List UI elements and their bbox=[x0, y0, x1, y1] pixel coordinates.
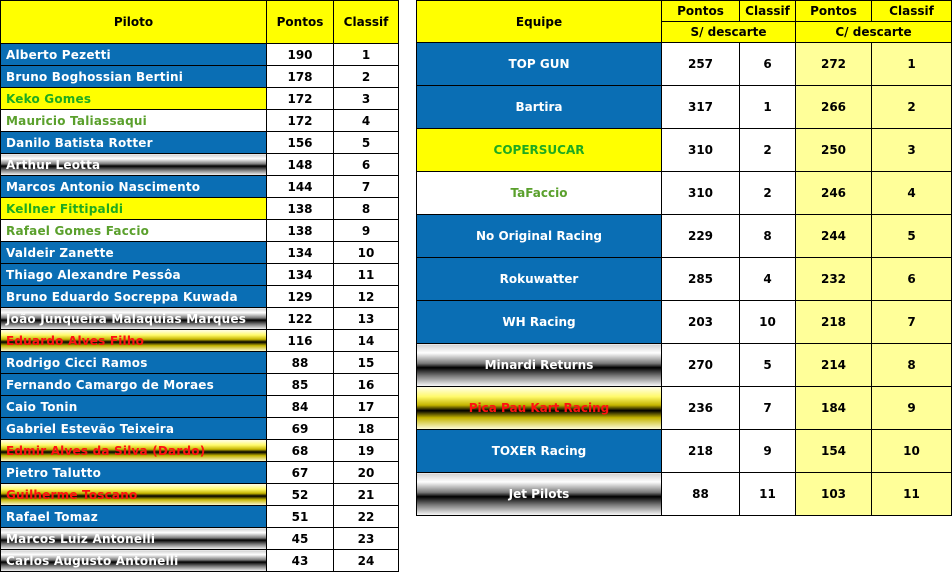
driver-row bbox=[1, 66, 399, 88]
driver-classif: 13 bbox=[334, 308, 399, 330]
driver-row bbox=[1, 176, 399, 198]
driver-classif: 19 bbox=[334, 440, 399, 462]
team-classif-com-descarte: 1 bbox=[872, 43, 952, 86]
driver-row bbox=[1, 308, 399, 330]
driver-row bbox=[1, 88, 399, 110]
team-row bbox=[417, 387, 952, 430]
team-pontos-com-descarte: 218 bbox=[796, 301, 872, 344]
driver-name: Kellner Fittipaldi bbox=[1, 198, 267, 220]
header-classif-com-descarte: Classif bbox=[872, 1, 952, 22]
driver-classif: 4 bbox=[334, 110, 399, 132]
team-pontos-com-descarte: 250 bbox=[796, 129, 872, 172]
driver-pontos: 68 bbox=[267, 440, 334, 462]
team-classif-sem-descarte: 5 bbox=[740, 344, 796, 387]
team-classif-sem-descarte: 6 bbox=[740, 43, 796, 86]
driver-row bbox=[1, 396, 399, 418]
driver-classif: 18 bbox=[334, 418, 399, 440]
team-pontos-sem-descarte: 88 bbox=[662, 473, 740, 516]
team-classif-sem-descarte: 4 bbox=[740, 258, 796, 301]
drivers-header-row bbox=[1, 1, 399, 44]
driver-pontos: 134 bbox=[267, 242, 334, 264]
driver-classif: 17 bbox=[334, 396, 399, 418]
driver-name: Arthur Leotta bbox=[1, 154, 267, 176]
driver-name: Guilherme Toscano bbox=[1, 484, 267, 506]
driver-row bbox=[1, 286, 399, 308]
driver-pontos: 144 bbox=[267, 176, 334, 198]
driver-pontos: 138 bbox=[267, 220, 334, 242]
driver-pontos: 129 bbox=[267, 286, 334, 308]
team-classif-com-descarte: 5 bbox=[872, 215, 952, 258]
team-pontos-com-descarte: 154 bbox=[796, 430, 872, 473]
team-pontos-com-descarte: 272 bbox=[796, 43, 872, 86]
team-pontos-com-descarte: 184 bbox=[796, 387, 872, 430]
team-name: COPERSUCAR bbox=[417, 129, 662, 172]
header-pontos-com-descarte: Pontos bbox=[796, 1, 872, 22]
team-row bbox=[417, 473, 952, 516]
driver-pontos: 51 bbox=[267, 506, 334, 528]
driver-name: Rafael Tomaz bbox=[1, 506, 267, 528]
driver-classif: 22 bbox=[334, 506, 399, 528]
driver-pontos: 116 bbox=[267, 330, 334, 352]
driver-row bbox=[1, 550, 399, 572]
driver-name: Rafael Gomes Faccio bbox=[1, 220, 267, 242]
driver-classif: 2 bbox=[334, 66, 399, 88]
team-row bbox=[417, 301, 952, 344]
driver-classif: 16 bbox=[334, 374, 399, 396]
team-classif-sem-descarte: 8 bbox=[740, 215, 796, 258]
team-classif-sem-descarte: 2 bbox=[740, 129, 796, 172]
driver-row bbox=[1, 352, 399, 374]
team-row bbox=[417, 129, 952, 172]
team-row bbox=[417, 344, 952, 387]
driver-classif: 6 bbox=[334, 154, 399, 176]
driver-name: Carlos Augusto Antonelli bbox=[1, 550, 267, 572]
team-classif-sem-descarte: 10 bbox=[740, 301, 796, 344]
header-com-descarte: C/ descarte bbox=[796, 22, 952, 43]
driver-classif: 15 bbox=[334, 352, 399, 374]
driver-pontos: 43 bbox=[267, 550, 334, 572]
driver-classif: 3 bbox=[334, 88, 399, 110]
team-row bbox=[417, 215, 952, 258]
team-name: TaFaccio bbox=[417, 172, 662, 215]
driver-row bbox=[1, 418, 399, 440]
driver-classif: 11 bbox=[334, 264, 399, 286]
driver-pontos: 45 bbox=[267, 528, 334, 550]
driver-row bbox=[1, 110, 399, 132]
header-piloto: Piloto bbox=[1, 1, 267, 44]
driver-pontos: 84 bbox=[267, 396, 334, 418]
driver-name: João Junqueira Malaquias Marques bbox=[1, 308, 267, 330]
team-classif-sem-descarte: 1 bbox=[740, 86, 796, 129]
team-classif-com-descarte: 9 bbox=[872, 387, 952, 430]
team-pontos-com-descarte: 214 bbox=[796, 344, 872, 387]
driver-pontos: 134 bbox=[267, 264, 334, 286]
driver-name: Valdeir Zanette bbox=[1, 242, 267, 264]
driver-name: Danilo Batista Rotter bbox=[1, 132, 267, 154]
driver-row bbox=[1, 132, 399, 154]
team-pontos-sem-descarte: 203 bbox=[662, 301, 740, 344]
team-name: TOXER Racing bbox=[417, 430, 662, 473]
driver-row bbox=[1, 330, 399, 352]
driver-name: Caio Tonin bbox=[1, 396, 267, 418]
team-classif-com-descarte: 11 bbox=[872, 473, 952, 516]
team-name: Minardi Returns bbox=[417, 344, 662, 387]
team-classif-com-descarte: 6 bbox=[872, 258, 952, 301]
team-name: TOP GUN bbox=[417, 43, 662, 86]
driver-pontos: 52 bbox=[267, 484, 334, 506]
driver-row bbox=[1, 198, 399, 220]
driver-name: Marcos Antonio Nascimento bbox=[1, 176, 267, 198]
driver-classif: 8 bbox=[334, 198, 399, 220]
team-name: No Original Racing bbox=[417, 215, 662, 258]
driver-row bbox=[1, 154, 399, 176]
driver-pontos: 190 bbox=[267, 44, 334, 66]
driver-classif: 9 bbox=[334, 220, 399, 242]
driver-name: Mauricio Taliassaqui bbox=[1, 110, 267, 132]
team-classif-com-descarte: 8 bbox=[872, 344, 952, 387]
driver-row bbox=[1, 242, 399, 264]
team-classif-com-descarte: 7 bbox=[872, 301, 952, 344]
driver-pontos: 67 bbox=[267, 462, 334, 484]
drivers-standings-table bbox=[0, 0, 399, 572]
header-sem-descarte: S/ descarte bbox=[662, 22, 796, 43]
driver-name: Fernando Camargo de Moraes bbox=[1, 374, 267, 396]
driver-classif: 7 bbox=[334, 176, 399, 198]
header-classif-sem-descarte: Classif bbox=[740, 1, 796, 22]
driver-row bbox=[1, 462, 399, 484]
team-row bbox=[417, 172, 952, 215]
team-pontos-sem-descarte: 285 bbox=[662, 258, 740, 301]
team-row bbox=[417, 258, 952, 301]
driver-classif: 5 bbox=[334, 132, 399, 154]
driver-pontos: 178 bbox=[267, 66, 334, 88]
header-pontos-sem-descarte: Pontos bbox=[662, 1, 740, 22]
team-classif-sem-descarte: 9 bbox=[740, 430, 796, 473]
driver-classif: 1 bbox=[334, 44, 399, 66]
driver-pontos: 172 bbox=[267, 88, 334, 110]
team-classif-sem-descarte: 11 bbox=[740, 473, 796, 516]
team-classif-com-descarte: 10 bbox=[872, 430, 952, 473]
team-pontos-sem-descarte: 270 bbox=[662, 344, 740, 387]
team-pontos-com-descarte: 232 bbox=[796, 258, 872, 301]
team-pontos-com-descarte: 266 bbox=[796, 86, 872, 129]
team-row bbox=[417, 43, 952, 86]
driver-pontos: 138 bbox=[267, 198, 334, 220]
team-name: Rokuwatter bbox=[417, 258, 662, 301]
driver-classif: 23 bbox=[334, 528, 399, 550]
driver-classif: 24 bbox=[334, 550, 399, 572]
driver-row bbox=[1, 44, 399, 66]
team-name: WH Racing bbox=[417, 301, 662, 344]
driver-name: Edmir Alves da Silva (Dardo) bbox=[1, 440, 267, 462]
team-row bbox=[417, 86, 952, 129]
driver-classif: 21 bbox=[334, 484, 399, 506]
driver-pontos: 172 bbox=[267, 110, 334, 132]
driver-name: Alberto Pezetti bbox=[1, 44, 267, 66]
team-classif-com-descarte: 4 bbox=[872, 172, 952, 215]
team-name: Bartira bbox=[417, 86, 662, 129]
driver-name: Thiago Alexandre Pessôa bbox=[1, 264, 267, 286]
team-pontos-sem-descarte: 317 bbox=[662, 86, 740, 129]
driver-row bbox=[1, 484, 399, 506]
team-classif-sem-descarte: 7 bbox=[740, 387, 796, 430]
team-classif-com-descarte: 2 bbox=[872, 86, 952, 129]
driver-row bbox=[1, 506, 399, 528]
driver-classif: 20 bbox=[334, 462, 399, 484]
driver-name: Bruno Eduardo Socreppa Kuwada bbox=[1, 286, 267, 308]
driver-row bbox=[1, 374, 399, 396]
team-classif-sem-descarte: 2 bbox=[740, 172, 796, 215]
header-pontos: Pontos bbox=[267, 1, 334, 44]
team-pontos-sem-descarte: 310 bbox=[662, 129, 740, 172]
driver-row bbox=[1, 440, 399, 462]
driver-pontos: 148 bbox=[267, 154, 334, 176]
driver-row bbox=[1, 220, 399, 242]
team-pontos-sem-descarte: 257 bbox=[662, 43, 740, 86]
driver-classif: 10 bbox=[334, 242, 399, 264]
teams-header-row bbox=[417, 1, 952, 22]
driver-pontos: 69 bbox=[267, 418, 334, 440]
team-pontos-com-descarte: 244 bbox=[796, 215, 872, 258]
teams-standings-table bbox=[416, 0, 952, 516]
driver-name: Gabriel Estevão Teixeira bbox=[1, 418, 267, 440]
driver-name: Pietro Talutto bbox=[1, 462, 267, 484]
driver-pontos: 122 bbox=[267, 308, 334, 330]
driver-name: Rodrigo Cicci Ramos bbox=[1, 352, 267, 374]
driver-name: Eduardo Alves Filho bbox=[1, 330, 267, 352]
driver-row bbox=[1, 528, 399, 550]
driver-pontos: 156 bbox=[267, 132, 334, 154]
driver-classif: 12 bbox=[334, 286, 399, 308]
driver-name: Bruno Boghossian Bertini bbox=[1, 66, 267, 88]
team-pontos-sem-descarte: 229 bbox=[662, 215, 740, 258]
driver-row bbox=[1, 264, 399, 286]
team-classif-com-descarte: 3 bbox=[872, 129, 952, 172]
header-equipe: Equipe bbox=[417, 1, 662, 43]
team-pontos-com-descarte: 103 bbox=[796, 473, 872, 516]
driver-name: Keko Gomes bbox=[1, 88, 267, 110]
driver-pontos: 88 bbox=[267, 352, 334, 374]
driver-pontos: 85 bbox=[267, 374, 334, 396]
team-pontos-com-descarte: 246 bbox=[796, 172, 872, 215]
header-classif: Classif bbox=[334, 1, 399, 44]
driver-name: Marcos Luiz Antonelli bbox=[1, 528, 267, 550]
team-name: Pica Pau Kart Racing bbox=[417, 387, 662, 430]
team-name: Jet Pilots bbox=[417, 473, 662, 516]
driver-classif: 14 bbox=[334, 330, 399, 352]
team-pontos-sem-descarte: 310 bbox=[662, 172, 740, 215]
team-pontos-sem-descarte: 218 bbox=[662, 430, 740, 473]
team-pontos-sem-descarte: 236 bbox=[662, 387, 740, 430]
team-row bbox=[417, 430, 952, 473]
